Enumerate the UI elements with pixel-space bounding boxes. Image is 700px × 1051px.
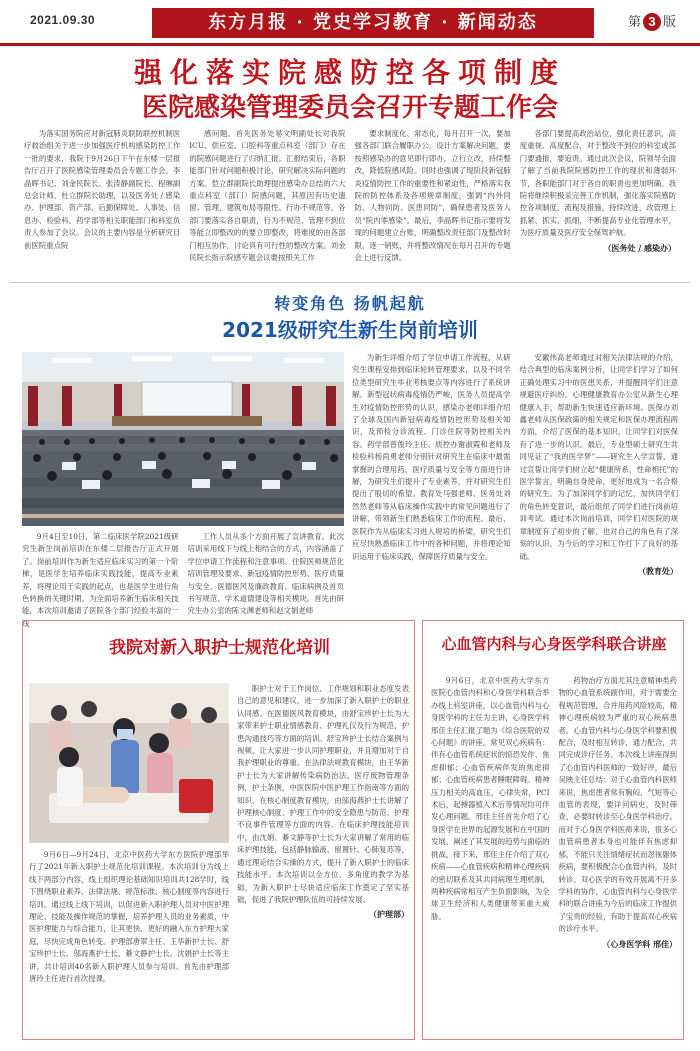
article2-column-3: 为新生详细介绍了学位申请工作流程，从研究生课程安排到临床轮转管理要求，以及不同学位类型研究生毕业考核要点等内容进行了系统讲解。新型冠状病毒疫情仍严峻，医务人员提高学生对疫情防控形势的认识，感染办老师详细介绍了全球及国内新冠病毒疫情防控形势及相关知识，及预检分诊流程、门诊住院等防控相关内容。药学部曾俊玲主任、质控办谢淑霞和老师及检验科杨尚勇老师分别针对研究生在临床中最需掌握的合理用药、医疗质量与安全等方面进行讲解，为研究生们提升了专业素养，并对研究生们提出了殷切的希望。教育处马强老师、医务处刘然然老师等从临床操作实践中的常见问题进行了讲解，带领新生们熟悉临床工作的流程。最后，医院作为从临床实习进入规培的桥梁，研究生们应尽快熟悉临床工作中的各种问题，并将理论知识运用于临床实践，保障医疗质量与安全。 xyxy=(352,353,511,561)
article1-subtitle: 强化落实院感防控各项制度 xyxy=(133,56,566,89)
article2-body-left xyxy=(22,531,344,628)
article3-column-1: 9月6日—9月24日，北京中医药大学东方医院护理部举行了2021年新入职护士规范化培训课程。本次培训分为线上线下两部分内容，线上组织理论基础知识培训共128学时，线下围绕职业素养、法律法规、规范标准、核心制度等内容进行培训。通过线上线下培训，以促进新入职护理人员对中医护理理论、技能及操作规范的掌握，培养护理人员的业务素质，中医护理能力与综合能力，让其更快、更好的融入东方护理大家庭，尽快完成角色转变。护理部唐翠主任、王华新护士长、舒宝珍护士长、邬海燕护士长、綦文静护士长、沈娟护士长等主讲，共计培训40名新入职护理人员参与培训。首先由护理部唐玲主任进行首次授课。 xyxy=(29,850,229,984)
article1-column-3: 要求制度化、常态化，每月召开一次，要加强各部门联合履职办公，设计方案解决问题，要按照感染办的意见即行即办，立行立改，持续整改，降低院感风险。同时也强调了现阶段新冠肺炎疫情防控工作的重要性和紧迫性，严格落实我院的防控体系及各项规章制度，强调“内外同防、人物同防、医患同防”，确保患者及医务人员“院内零感染”。最后，李晶晖书记指示要将发现的问题建立台账，明确整改责任部门及整改时限，逐一销账，并将整改情况在每月召开的专题会上进行反馈。 xyxy=(354,129,511,263)
article3-byline: （护理部） xyxy=(369,909,409,920)
article3-body-right xyxy=(237,683,409,1031)
page-indicator xyxy=(628,11,676,31)
article2-column-1: 9月4日至10日，第二临床医学院2021级研究生新生岗前培训在东楼二层报告厅正式开展了。岗前培训作为新生适应临床实习的第一个阶梯，是医学生培养临床实践技能，提高专业素养，将理论用于实践的起点，也是医学生进行角色转换的关键时期。为全面培养新生临床相关技能，本次培训邀请了医院各个部门经验丰富的一线 xyxy=(22,532,179,628)
article2-column-2: 工作人员从多个方面开展了宣讲教育。此次培训采用线下与线上相结合的方式，内容涵盖了学位申请工作流程和注意事项、住院医师规范化培训管理及要求、新冠疫情防控形势、医疗质量与安全、医德医风及廉政教育、临床病例及首页书写规范、学术道德建设等相关模块。首先由研究生办公室的陈文渊老师和赵文娟老师 xyxy=(187,532,344,616)
article1-column-1: 为落实国务院应对新冠肺炎联防联控机制医疗救治组关于进一步加强医疗机构感染防控工作一批的要求，我院于9月26日下午在东楼一层报告厅召开了医院感染管理委员会专题工作会。李晶晖书记、刘金民院长、张涛静副院长、程琳副总会计师、杜立群院长助理，以及医务处 / 感染办、护理部、资产部、后勤保障处、人事处、信息办、检验科、药学部等相关职能部门和科室负责人参加了会议。会议的主要内容是分析研究目前医院重点院 xyxy=(24,129,181,250)
masthead-title: 东方月报 · 党史学习教育 · 新闻动态 xyxy=(152,8,594,38)
article3-box xyxy=(22,620,415,1040)
article2-byline: （教育处） xyxy=(638,565,678,576)
article4-byline: （心身医学科 邢佳） xyxy=(602,938,677,949)
page-suffix: 版 xyxy=(662,14,676,29)
article4-title: 心血管内科与心身医学科联合讲座 xyxy=(441,635,667,653)
article3-body-left xyxy=(29,849,229,1031)
article1-column-4: 各部门要提高政治站位，强化责任意识，高度重视、高度配合，对于整改不到位的科室或部门要通报，要追责。通过此次会议，院领导全面了解了当前我院院感防控工作的现状和薄弱环节，各职能部门对于各自的职责也更加明确。我院将继续积极采完善工作机制，强化落实院感防控各项制度、流程及措施，持续改进，改管理上抓紧、抓实、抓细，不断提高专业化管理水平，为医疗质量及医疗安全保驾护航。 （医务处 / 感染办） xyxy=(519,129,676,253)
article2-column-4: 安徽伟高老师通过对相关法律法规的介绍，结合典型的临床案例分析，让同学们学习了如何正确处理实习中的医患关系，并提醒同学们注意规避医疗纠纷。心理健康教育办公室从新生心理健康入手，帮助新生快速适应新环境。医保办刘鑫老师从医保政策的相关规定和医保办理流程两方面，介绍了医保的基本知识，让同学们对医保有了进一步的认识。最后，专业型硕士研究生共同见证了“我的医学梦”——研究生入学宣誓，通过宣誓让同学们树立起“健康所系，性命相托”的医学誓言，明确自身使命，更好地成为一名合格的研究生。为了加深同学们的记忆，加快同学们的角色转变意识，最后组织了同学们进行岗前培训考试。通过本次岗前培训，同学们对医院的规章制度有了初步的了解，也对自己的角色有了深刻的认识，为今后的学习和工作打下了良好的基础。 （教育处） xyxy=(519,353,678,576)
article1-byline: （医务处 / 感染办） xyxy=(603,242,676,253)
training-session-photo xyxy=(22,352,344,526)
article2-title: 2021级研究生新生岗前培训 xyxy=(222,318,478,342)
article3-column-2: 职护士对于工作岗位、工作规划和职业态度发表自己的意见和建议，进一步加深了新入职护士的职业认同感。在医德医风教育模块，由舒宝珍护士长为大家带来护士职业情感教育、护理礼仪及行为规范，护患沟通技巧等方面的培训。舒宝珍护士长结合案例与视频，让大家进一步认同护理职业，并且增加对于自我护理职业的尊重。在法律法规教育模块，由王华新护士长为大家讲解传染病防治法、医疗废物管理条例，护士条例，中医医院中医护理工作指南等方面的知识。在核心制度教育模块，由邬海燕护士长讲解了护理核心制度、护理工作中的安全隐患与防范、护理不良事件管理等方面的内容。在临床护理技能培训中，由沈娟、綦文静等护士长为大家讲解了常用的临床护理技能，包括静脉输液、留置针、心肺复苏等，通过理论结合实操的方式，提升了新入职护士的临床技能水平。本次培训以全方位、多角度的教学为基础，为新入职护士尽快适应临床工作奠定了坚实基础，促进了我院护理队伍的可持续发展。 （护理部） xyxy=(237,684,409,920)
article2-subtitle: 转变角色 扬帆起航 xyxy=(274,294,426,313)
article2-body-right xyxy=(352,352,678,615)
page-number: 3 xyxy=(643,13,661,31)
article1-column-2: 感问题。首先医务处易文明副处长对我院ICU、供应室、口腔科等重点科室（部门）存在的院感问题进行了归纳汇报。汇报结束后，各职能部门针对问题积极讨论，研究解决实际问题的方案。恺立群副院长助理提出感染办总结的六大重点科室（部门）院感问题，其原因有历史遗留、管理、建筑布局等限性、行办不规范等。各部门要落实各自职责，行为不规范、管理不到位等能立即整改的的要立即整改，将难度的由各部门相互协作，讨论具有可行性的整改方案。刘金民院长指示院感专题会议要按照关工作 xyxy=(189,129,346,263)
issue-date: 2021.09.30 xyxy=(30,13,96,27)
masthead xyxy=(0,0,700,46)
article4-body xyxy=(431,675,677,1031)
article1-title: 医院感染管理委员会召开专题工作会 xyxy=(141,93,558,123)
article4-box xyxy=(422,620,684,1040)
article1-body xyxy=(24,128,676,273)
page-prefix: 第 xyxy=(627,14,641,29)
section-divider xyxy=(10,282,690,283)
article3-title: 我院对新入职护士规范化培训 xyxy=(109,638,330,658)
nurse-training-photo xyxy=(29,683,229,843)
article4-column-2: 药物治疗方面尤其注意精神类药物的心血管系统副作用，对于需要全程规范管理，合并用药风险较高，精神心理疾病较为严重的双心疾病患者，心血管内科与心身医学科要积极配合，及时相互转诊，通力配合，共同完成诊疗任务。本次线上讲座得到了心血管内科医师的一致好评，最后吴映主任总结：对于心血管内科医师来说，焦虑患者常有胸闷、气短等心血管的表现，要详问病史，及时筛查，必要时转诊至心身医学科治疗。而对于心身医学科医师来说，很多心血管病患者本身也可能伴有焦虑抑郁，不能只关注情绪症状而忽视躯体疾病，要积极配合心血管内科，及时转诊。双心医学的有效开展离不开多学科的协作，心血管内科与心身医学科的联合讲座为今后的临床工作提供了宝贵的经验，有助于提高双心疾病的诊疗水平。 （心身医学科 邢佳） xyxy=(558,676,677,949)
article4-column-1: 9月6日，北京中医药大学东方医院心血管内科和心身医学科联合举办线上科室讲座，以心血管内科与心身医学科的主任为主讲，心身医学科邢佳主任汇报了题为《综合医院的双心问题》的讲座。常见双心疾病有：伴有心血管系统症状的惊恐发作、焦虑抑郁；心血管疾病伴发的焦虑抑郁；心血管疾病患者睡眠障碍。精神压力相关的高血压，心律失常，PCI术后，起搏器植入术后等情况均可伴发心理问题。邢佳主任首先介绍了心身医学在世界的起源发展和在中国的发展，阐述了其发展的趋势与面临的挑战，接下来，邢佳主任介绍了双心疾病——心血管疾病和精神心理疾病的密切联系及其共同病理生理机制，两种疾病常相互产生负面影响，为全球卫生经济和人类健康带来重大威胁。 xyxy=(431,676,550,921)
